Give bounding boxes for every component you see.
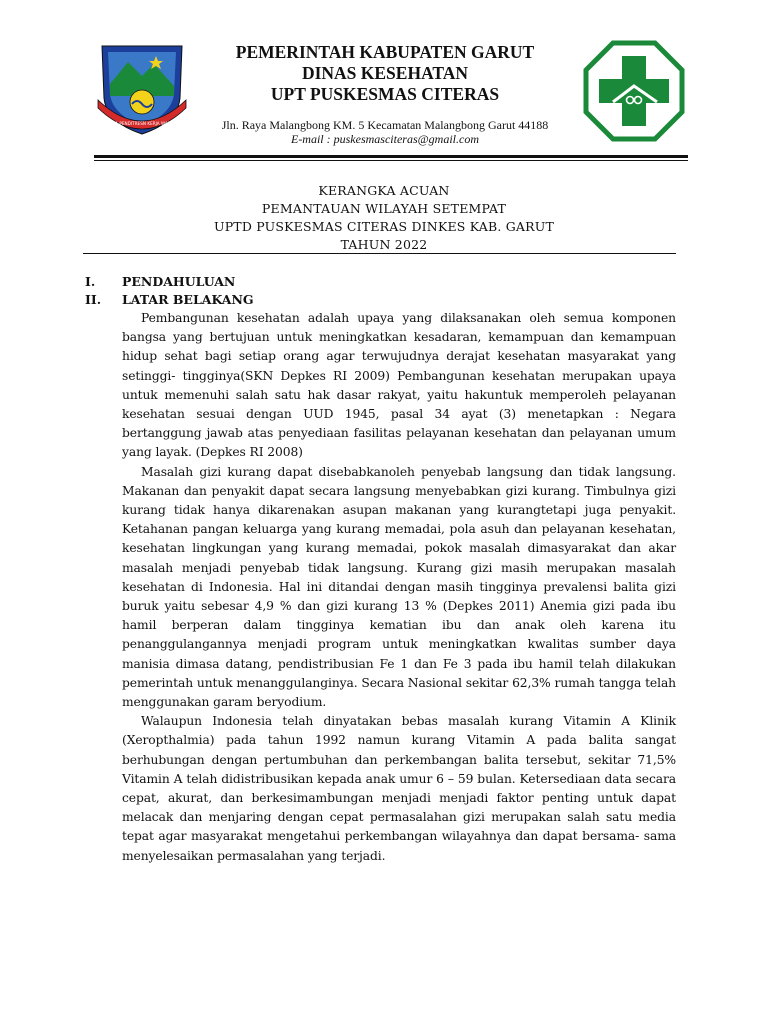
paragraph: Masalah gizi kurang dapat disebabkanoleh penyebab langsung dan tidak langsung. Makanan dan penyakit dapat secara langsung menyebabkan gizi kurang. Timbulnya gizi kurang tidak hanya dikarenakan asupan makanan yang kurangtetapi juga penyakit. Ketahanan pangan keluarga yang kurang memadai, pola asuh dan pelayanan kesehatan, kesehatan lingkungan yang kurang memadai, pokok masalah dimasyarakat dan akar masalah menjadi penyebab tidak langsung. Kurang gizi masih merupakan masalah kesehatan di Indonesia. Hal ini ditandai dengan masih tingginya prevalensi balita gizi buruk yaitu sebesar 4,9 % dan gizi kurang 13 % (Depkes 2011) Anemia gizi pada ibu hamil berperan dalam tingginya kematian ibu dan anak oleh karena itu penanggulangannya menjadi program untuk meningkatkan kwalitas sumber daya manisia dimasa datang, pendistribusian Fe 1 dan Fe 3 pada ibu hamil telah dilakukan pemerintah untuk menanggulanginya. Secara Nasional sekitar 62,3% rumah tangga telah menggunakan garam beryodium. — [122, 464, 676, 710]
section-heading-pendahuluan — [85, 273, 235, 290]
doc-title-year: TAHUN 2022 — [340, 237, 428, 252]
title-divider — [83, 253, 676, 254]
paragraph: Walaupun Indonesia telah dinyatakan bebas masalah kurang Vitamin A Klinik (Xeropthalmia) pada tahun 1992 namun kurang Vitamin A pada balita sangat berhubungan dengan pertumbuhan dan perkembangan balita tersebut, sekitar 71,5% Vitamin A telah didistribusikan kepada anak umur 6 – 59 bulan. Ketersediaan data secara cepat, akurat, dan berkesimambungan menjadi menjadi faktor penting untuk dapat melacak dan menjaring dengan cepat permasalahan gizi merupakan salah satu media tepat agar masyarakat mengetahui perkembangan wilayahnya dan dapat bersama- sama menyelesaikan permasalahan yang terjadi. — [122, 714, 676, 863]
letterhead-department: DINAS KESEHATAN — [301, 63, 469, 83]
kabupaten-garut-emblem-icon — [94, 42, 190, 138]
letterhead-address: Jln. Raya Malangbong KM. 5 Kecamatan Malangbong Garut 44188 — [221, 118, 549, 132]
section-body — [122, 309, 676, 866]
paragraph: Pembangunan kesehatan adalah upaya yang dilaksanakan oleh semua komponen bangsa yang bertujuan untuk meningkatkan kesadaran, kemampuan dan kemampuan hidup sehat bagi setiap orang agar terwujudnya derajat kesehatan masyarakat yang setinggi- tingginya(SKN Depkes RI 2009) Pembangunan kesehatan merupakan upaya untuk memenuhi salah satu hak dasar rakyat, yaitu hakuntuk memperoleh pelayanan kesehatan sesuai dengan UUD 1945, pasal 34 ayat (3) menetapkan : Negara bertanggung jawab atas penyediaan fasilitas pelayanan kesehatan dan pelayanan umum yang layak. (Depkes RI 2008) — [122, 311, 676, 460]
doc-title-2: PEMANTAUAN WILAYAH SETEMPAT — [261, 201, 507, 216]
section-title: LATAR BELAKANG — [122, 292, 254, 307]
section-heading-latar-belakang — [85, 291, 254, 308]
letterhead-unit: UPT PUSKESMAS CITERAS — [270, 84, 500, 104]
section-number: I. — [85, 274, 96, 289]
letterhead-divider-thin — [94, 160, 688, 161]
doc-title-1: KERANGKA ACUAN — [318, 183, 450, 198]
letterhead-email: E-mail : puskesmasciteras@gmail.com — [290, 132, 479, 146]
section-number: II. — [85, 292, 102, 307]
letterhead-divider-thick — [94, 155, 688, 158]
section-title: PENDAHULUAN — [122, 274, 236, 289]
doc-title-3: UPTD PUSKESMAS CITERAS DINKES KAB. GARUT — [213, 219, 555, 234]
emblem-motto: DATA PENDITRESN KERJA WARGA — [107, 121, 177, 126]
letterhead-government: PEMERINTAH KABUPATEN GARUT — [235, 42, 535, 62]
puskesmas-cross-logo-icon — [583, 40, 685, 142]
